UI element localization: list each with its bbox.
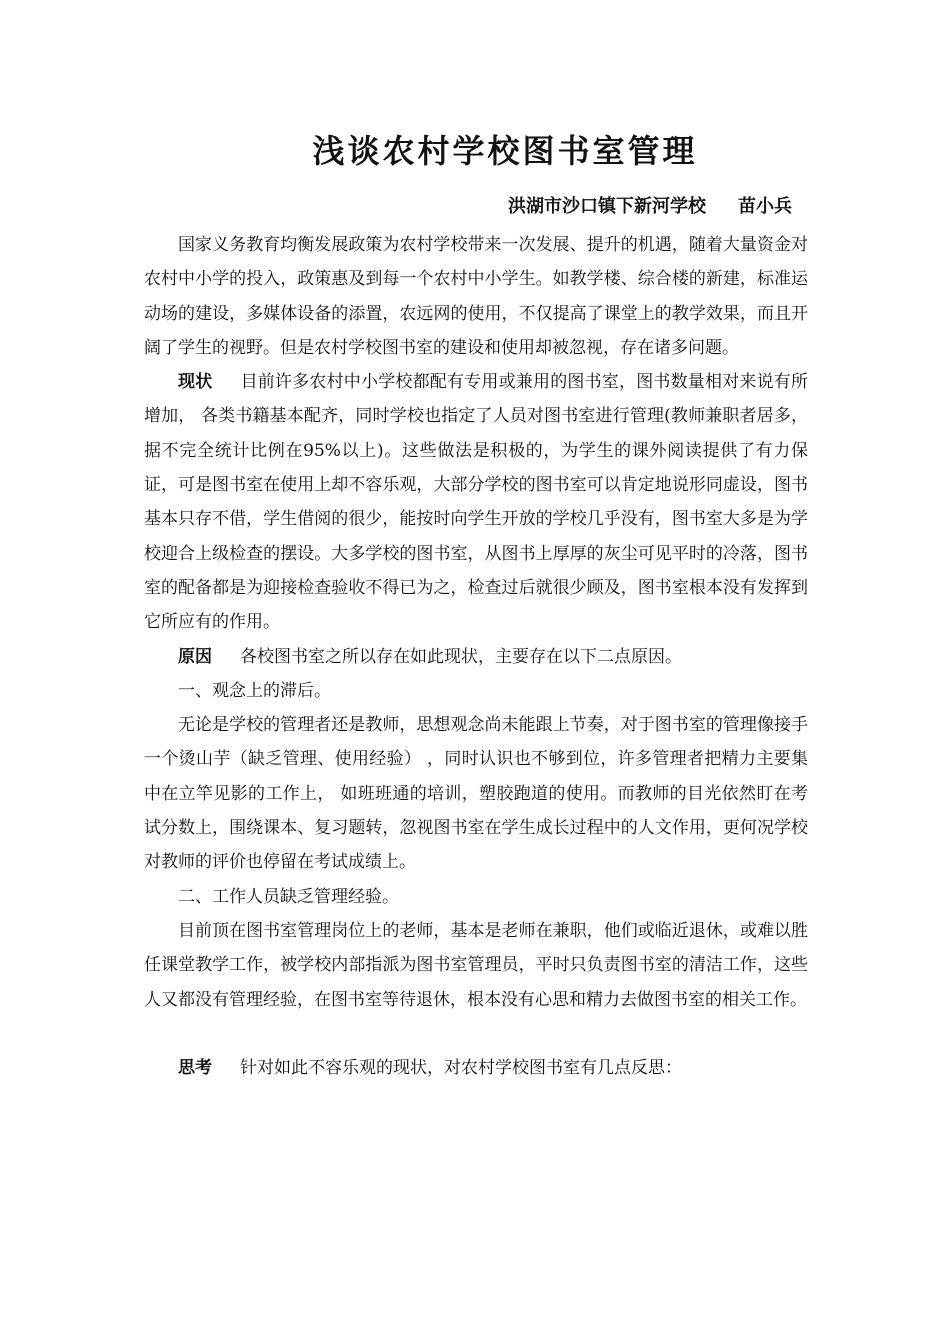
reflect-text: 针对如此不容乐观的现状，对农村学校图书室有几点反思： xyxy=(240,1057,682,1078)
cause-heading: 原因 xyxy=(178,646,212,667)
point2-paragraph: 目前顶在图书室管理岗位上的老师，基本是老师在兼职，他们或临近退休，或难以胜任课堂教学工作，被学校内部指派为图书室管理员，平时只负责图书室的清洁工作，这些人又都没有管理经验，在图书室等待退休，根本没有心思和精力去做图书室的相关工作。 xyxy=(144,920,808,1010)
reflect-paragraph xyxy=(144,1051,808,1085)
intro-paragraph: 国家义务教育均衡发展政策为农村学校带来一次发展、提升的机遇，随着大量资金对农村中小学的投入，政策惠及到每一个农村中小学生。如教学楼、综合楼的新建，标准运动场的建设，多媒体设备的添置，农远网的使用，不仅提高了课堂上的教学效果，而且开阔了学生的视野。但是农村学校图书室的建设和使用却被忽视，存在诸多问题。 xyxy=(144,235,808,358)
status-text: 目前许多农村中小学校都配有专用或兼用的图书室，图书数量相对来说有所增加， 各类书籍基本配齐，同时学校也指定了人员对图书室进行管理(教师兼职者居多，据不完全统计比例在95%以上)。这些做法是积极的，为学生的课外阅读提供了有力保证，可是图书室在使用上却不容乐观，大部分学校的图书室可以肯定地说形同虚设，图书基本只存不借，学生借阅的很少，能按时向学生开放的学校几乎没有，图书室大多是为学校迎合上级检查的摆设。大多学校的图书室，从图书上厚厚的灰尘可见平时的冷落，图书室的配备都是为迎接检查验收不得已为之，检查过后就很少顾及，图书室根本没有发挥到它所应有的作用。 xyxy=(144,372,809,633)
reflect-heading: 思考 xyxy=(178,1057,212,1078)
cause-text: 各校图书室之所以存在如此现状，主要存在以下二点原因。 xyxy=(240,646,682,667)
point2-heading: 二、工作人员缺乏管理经验。 xyxy=(178,886,399,907)
status-paragraph xyxy=(144,365,808,639)
blank-line xyxy=(144,1017,808,1051)
point1-heading: 一、观念上的滞后。 xyxy=(178,680,331,701)
article-body xyxy=(144,228,808,1085)
document-title: 浅谈农村学校图书室管理 xyxy=(312,132,698,170)
author-line xyxy=(508,192,792,218)
author-school: 洪湖市沙口镇下新河学校 xyxy=(508,196,706,217)
point1-paragraph: 无论是学校的管理者还是教师，思想观念尚未能跟上节奏，对于图书室的管理像接手一个烫山芋（缺乏管理、使用经验） ，同时认识也不够到位，许多管理者把精力主要集中在立竿见影的工作上， 如班班通的培训，塑胶跑道的使用。而教师的目光依然盯在考试分数上，围绕课本、复习题转，忽视图书室在学生成长过程中的人文作用，更何况学校对教师的评价也停留在考试成绩上。 xyxy=(144,715,808,873)
author-name: 苗小兵 xyxy=(738,196,792,217)
status-heading: 现状 xyxy=(178,372,213,393)
cause-paragraph xyxy=(144,640,808,674)
